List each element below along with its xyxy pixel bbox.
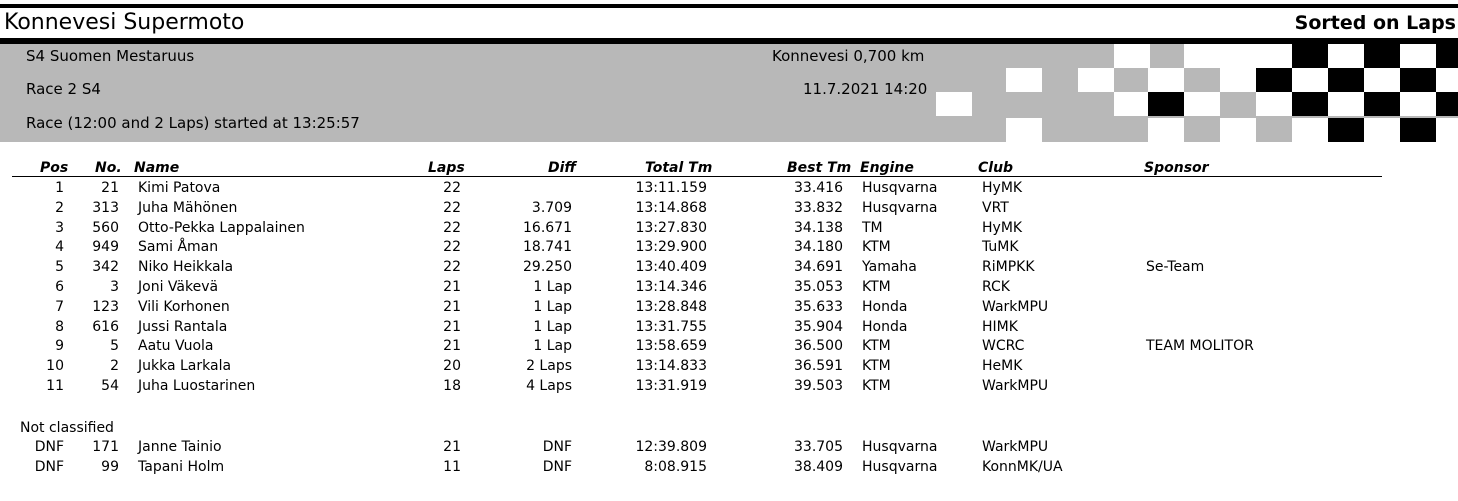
cell-engine: Honda	[862, 318, 908, 335]
cell-club: HyMK	[982, 180, 1023, 196]
not-classified-table	[0, 437, 1458, 477]
cell-total: 13:14.868	[635, 199, 707, 216]
cell-no: 21	[101, 180, 119, 196]
cell-no: 123	[92, 298, 119, 315]
cell-best: 36.500	[794, 338, 843, 355]
cell-club: KonnMK/UA	[982, 458, 1063, 475]
cell-club: RCK	[982, 278, 1010, 295]
cell-laps: 11	[443, 458, 461, 475]
cell-laps: 22	[443, 219, 461, 236]
cell-name: Otto-Pekka Lappalainen	[138, 219, 305, 236]
sort-label: Sorted on Laps	[1294, 12, 1456, 34]
cell-no: 171	[92, 439, 119, 455]
cell-pos: 8	[55, 318, 64, 335]
cell-club: WarkMPU	[982, 439, 1049, 455]
cell-best: 39.503	[794, 377, 843, 394]
table-row	[0, 237, 1458, 257]
cell-total: 13:27.830	[635, 219, 707, 236]
cell-pos: 11	[46, 377, 64, 394]
cell-engine: Honda	[862, 298, 908, 315]
cell-no: 54	[101, 377, 119, 394]
cell-best: 34.138	[794, 219, 843, 236]
cell-name: Janne Tainio	[138, 439, 222, 455]
cell-pos: 9	[55, 338, 64, 355]
cell-laps: 21	[443, 338, 461, 355]
cell-diff: 1 Lap	[533, 298, 572, 315]
col-header-sponsor: Sponsor	[1144, 160, 1209, 176]
col-header-laps: Laps	[428, 160, 465, 176]
cell-club: HeMK	[982, 358, 1023, 375]
cell-engine: Husqvarna	[862, 439, 938, 455]
cell-laps: 22	[443, 239, 461, 256]
cell-diff: DNF	[542, 458, 572, 475]
cell-diff: 18.741	[523, 239, 572, 256]
cell-pos: DNF	[34, 439, 64, 455]
table-row	[0, 297, 1458, 317]
cell-total: 13:11.159	[635, 180, 707, 196]
cell-name: Niko Heikkala	[138, 259, 234, 276]
table-row	[0, 198, 1458, 218]
table-row	[0, 457, 1458, 477]
cell-no: 313	[92, 199, 119, 216]
cell-engine: Husqvarna	[862, 458, 938, 475]
cell-no: 3	[110, 278, 119, 295]
cell-engine: KTM	[862, 377, 891, 394]
cell-club: WarkMPU	[982, 377, 1049, 394]
race-datetime: 11.7.2021 14:20	[803, 80, 928, 98]
championship-name: S4 Suomen Mestaruus	[26, 47, 195, 65]
cell-sponsor: TEAM MOLITOR	[1146, 338, 1254, 355]
race-info: Race (12:00 and 2 Laps) started at 13:25:57	[26, 114, 360, 132]
cell-total: 13:31.919	[635, 377, 707, 394]
cell-diff: 1 Lap	[533, 318, 572, 335]
cell-pos: 4	[55, 239, 64, 256]
cell-club: HIMK	[982, 318, 1018, 335]
cell-laps: 20	[443, 358, 461, 375]
race-name: Race 2 S4	[26, 80, 101, 98]
cell-laps: 22	[443, 259, 461, 276]
cell-diff: 16.671	[523, 219, 572, 236]
table-row	[0, 218, 1458, 238]
table-row	[0, 437, 1458, 457]
col-header-total: Total Tm	[645, 160, 713, 176]
cell-name: Aatu Vuola	[138, 338, 214, 355]
cell-pos: 1	[55, 180, 64, 196]
header-underline	[12, 176, 1382, 177]
cell-club: WCRC	[982, 338, 1025, 355]
cell-engine: Husqvarna	[862, 180, 938, 196]
cell-no: 560	[92, 219, 119, 236]
cell-engine: Husqvarna	[862, 199, 938, 216]
cell-club: VRT	[982, 199, 1009, 216]
cell-total: 12:39.809	[635, 439, 707, 455]
col-header-club: Club	[978, 160, 1014, 176]
cell-laps: 21	[443, 439, 461, 455]
cell-laps: 21	[443, 318, 461, 335]
cell-name: Kimi Patova	[138, 180, 221, 196]
cell-best: 33.832	[794, 199, 843, 216]
page-title: Konnevesi Supermoto	[4, 10, 245, 35]
cell-diff: 2 Laps	[526, 358, 572, 375]
cell-pos: 3	[55, 219, 64, 236]
cell-name: Juha Luostarinen	[138, 377, 256, 394]
cell-diff: 1 Lap	[533, 338, 572, 355]
cell-pos: 5	[55, 259, 64, 276]
cell-engine: KTM	[862, 239, 891, 256]
cell-diff: 1 Lap	[533, 278, 572, 295]
cell-no: 616	[92, 318, 119, 335]
cell-total: 13:31.755	[635, 318, 707, 335]
cell-best: 35.904	[794, 318, 843, 335]
cell-pos: 6	[55, 278, 64, 295]
cell-no: 99	[101, 458, 119, 475]
cell-engine: Yamaha	[862, 259, 917, 276]
cell-best: 38.409	[794, 458, 843, 475]
cell-best: 34.691	[794, 259, 843, 276]
col-header-diff: Diff	[548, 160, 577, 176]
cell-best: 35.053	[794, 278, 843, 295]
cell-pos: 10	[46, 358, 64, 375]
cell-name: Tapani Holm	[138, 458, 225, 475]
top-rule	[0, 4, 1458, 8]
cell-laps: 22	[443, 199, 461, 216]
col-header-engine: Engine	[860, 160, 914, 176]
cell-engine: KTM	[862, 358, 891, 375]
cell-name: Jussi Rantala	[138, 318, 228, 335]
cell-pos: 7	[55, 298, 64, 315]
cell-engine: KTM	[862, 338, 891, 355]
cell-diff: 3.709	[531, 199, 572, 216]
cell-laps: 18	[443, 377, 461, 394]
cell-club: WarkMPU	[982, 298, 1049, 315]
results-table	[0, 178, 1458, 396]
cell-no: 2	[110, 358, 119, 375]
cell-diff: 29.250	[523, 259, 572, 276]
cell-pos: 2	[55, 199, 64, 216]
table-row	[0, 257, 1458, 277]
cell-best: 33.416	[794, 180, 843, 196]
cell-best: 35.633	[794, 298, 843, 315]
cell-no: 5	[110, 338, 119, 355]
cell-club: TuMK	[982, 239, 1019, 256]
cell-no: 342	[92, 259, 119, 276]
header-band	[0, 44, 1458, 142]
cell-total: 13:58.659	[635, 338, 707, 355]
table-row	[0, 277, 1458, 297]
cell-name: Sami Åman	[138, 239, 219, 256]
cell-best: 36.591	[794, 358, 843, 375]
cell-diff: 4 Laps	[526, 377, 572, 394]
col-header-best: Best Tm	[787, 160, 852, 176]
cell-club: RiMPKK	[982, 259, 1035, 276]
cell-no: 949	[92, 239, 119, 256]
cell-laps: 21	[443, 278, 461, 295]
cell-club: HyMK	[982, 219, 1023, 236]
not-classified-label: Not classified	[20, 420, 114, 436]
cell-engine: TM	[862, 219, 883, 236]
cell-name: Jukka Larkala	[138, 358, 232, 375]
cell-total: 13:28.848	[635, 298, 707, 315]
cell-laps: 22	[443, 180, 461, 196]
col-header-no: No.	[95, 160, 122, 176]
cell-sponsor: Se-Team	[1146, 259, 1205, 276]
table-row	[0, 376, 1458, 396]
cell-laps: 21	[443, 298, 461, 315]
cell-best: 34.180	[794, 239, 843, 256]
cell-total: 8:08.915	[644, 458, 707, 475]
col-header-name: Name	[134, 160, 180, 176]
cell-engine: KTM	[862, 278, 891, 295]
track-info: Konnevesi 0,700 km	[772, 47, 925, 65]
col-header-pos: Pos	[40, 160, 69, 176]
cell-pos: DNF	[34, 458, 64, 475]
cell-total: 13:14.346	[635, 278, 707, 295]
table-row	[0, 178, 1458, 198]
cell-best: 33.705	[794, 439, 843, 455]
table-row	[0, 356, 1458, 376]
cell-name: Joni Väkevä	[138, 278, 219, 295]
table-row	[0, 317, 1458, 337]
cell-name: Juha Mähönen	[138, 199, 238, 216]
cell-name: Vili Korhonen	[138, 298, 230, 315]
cell-total: 13:40.409	[635, 259, 707, 276]
table-row	[0, 336, 1458, 356]
cell-total: 13:29.900	[635, 239, 707, 256]
cell-diff: DNF	[542, 439, 572, 455]
cell-total: 13:14.833	[635, 358, 707, 375]
